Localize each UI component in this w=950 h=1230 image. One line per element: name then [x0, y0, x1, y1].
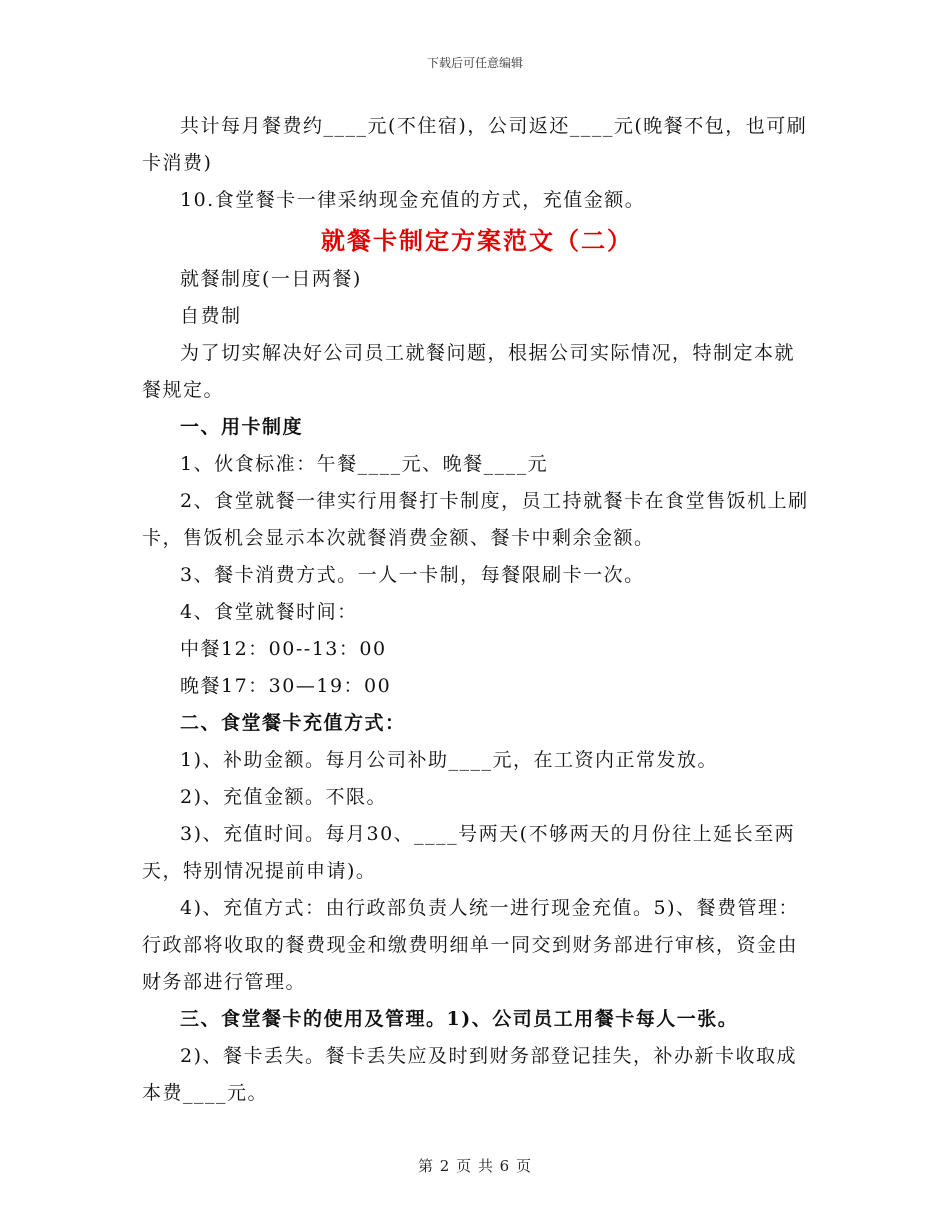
paragraph: 共计每月餐费约____元(不住宿)，公司返还____元(晚餐不包，也可刷卡消费) — [142, 115, 808, 174]
paragraph: 就餐制度(一日两餐) — [180, 268, 362, 290]
paragraph: 4、食堂就餐时间： — [180, 601, 358, 623]
section-title: 就餐卡制定方案范文（二） — [321, 226, 633, 255]
section-heading: 二、食堂餐卡充值方式： — [180, 712, 406, 734]
paragraphs-after-title — [142, 261, 812, 1112]
section-heading: 一、用卡制度 — [180, 416, 304, 438]
header-note: 下载后可任意编辑 — [426, 56, 523, 70]
paragraph: 2)、充值金额。不限。 — [180, 786, 388, 808]
paragraph: 2)、餐卡丢失。餐卡丢失应及时到财务部登记挂失，补办新卡收取成本费____元。 — [142, 1045, 798, 1104]
paragraph: 3、餐卡消费方式。一人一卡制，每餐限刷卡一次。 — [180, 564, 645, 586]
page-number: 第 2 页 共 6 页 — [418, 1157, 532, 1175]
paragraph: 1)、补助金额。每月公司补助____元，在工资内正常发放。 — [180, 749, 719, 771]
section-heading: 三、食堂餐卡的使用及管理。1)、公司员工用餐卡每人一张。 — [180, 1008, 739, 1030]
paragraph: 3)、充值时间。每月30、____号两天(不够两天的月份往上延长至两天，特别情况提前申请)。 — [142, 823, 796, 882]
paragraph: 自费制 — [180, 305, 242, 327]
paragraph: 为了切实解决好公司员工就餐问题，根据公司实际情况，特制定本就餐规定。 — [142, 342, 796, 401]
paragraphs-before-title — [142, 108, 812, 219]
document-body — [142, 108, 812, 1112]
paragraph: 中餐12：00--13：00 — [180, 638, 387, 660]
paragraph: 4)、充值方式：由行政部负责人统一进行现金充值。5)、餐费管理：行政部将收取的餐费现金和缴费明细单一同交到财务部进行审核，资金由财务部进行管理。 — [142, 897, 800, 993]
paragraph: 10.食堂餐卡一律采纳现金充值的方式，充值金额。 — [180, 189, 646, 211]
paragraph: 2、食堂就餐一律实行用餐打卡制度，员工持就餐卡在食堂售饭机上刷卡，售饭机会显示本次就餐消费金额、餐卡中剩余金额。 — [142, 490, 809, 549]
paragraph: 晚餐17：30—19：00 — [180, 675, 392, 697]
paragraph: 1、伙食标准：午餐____元、晚餐____元 — [180, 453, 549, 475]
